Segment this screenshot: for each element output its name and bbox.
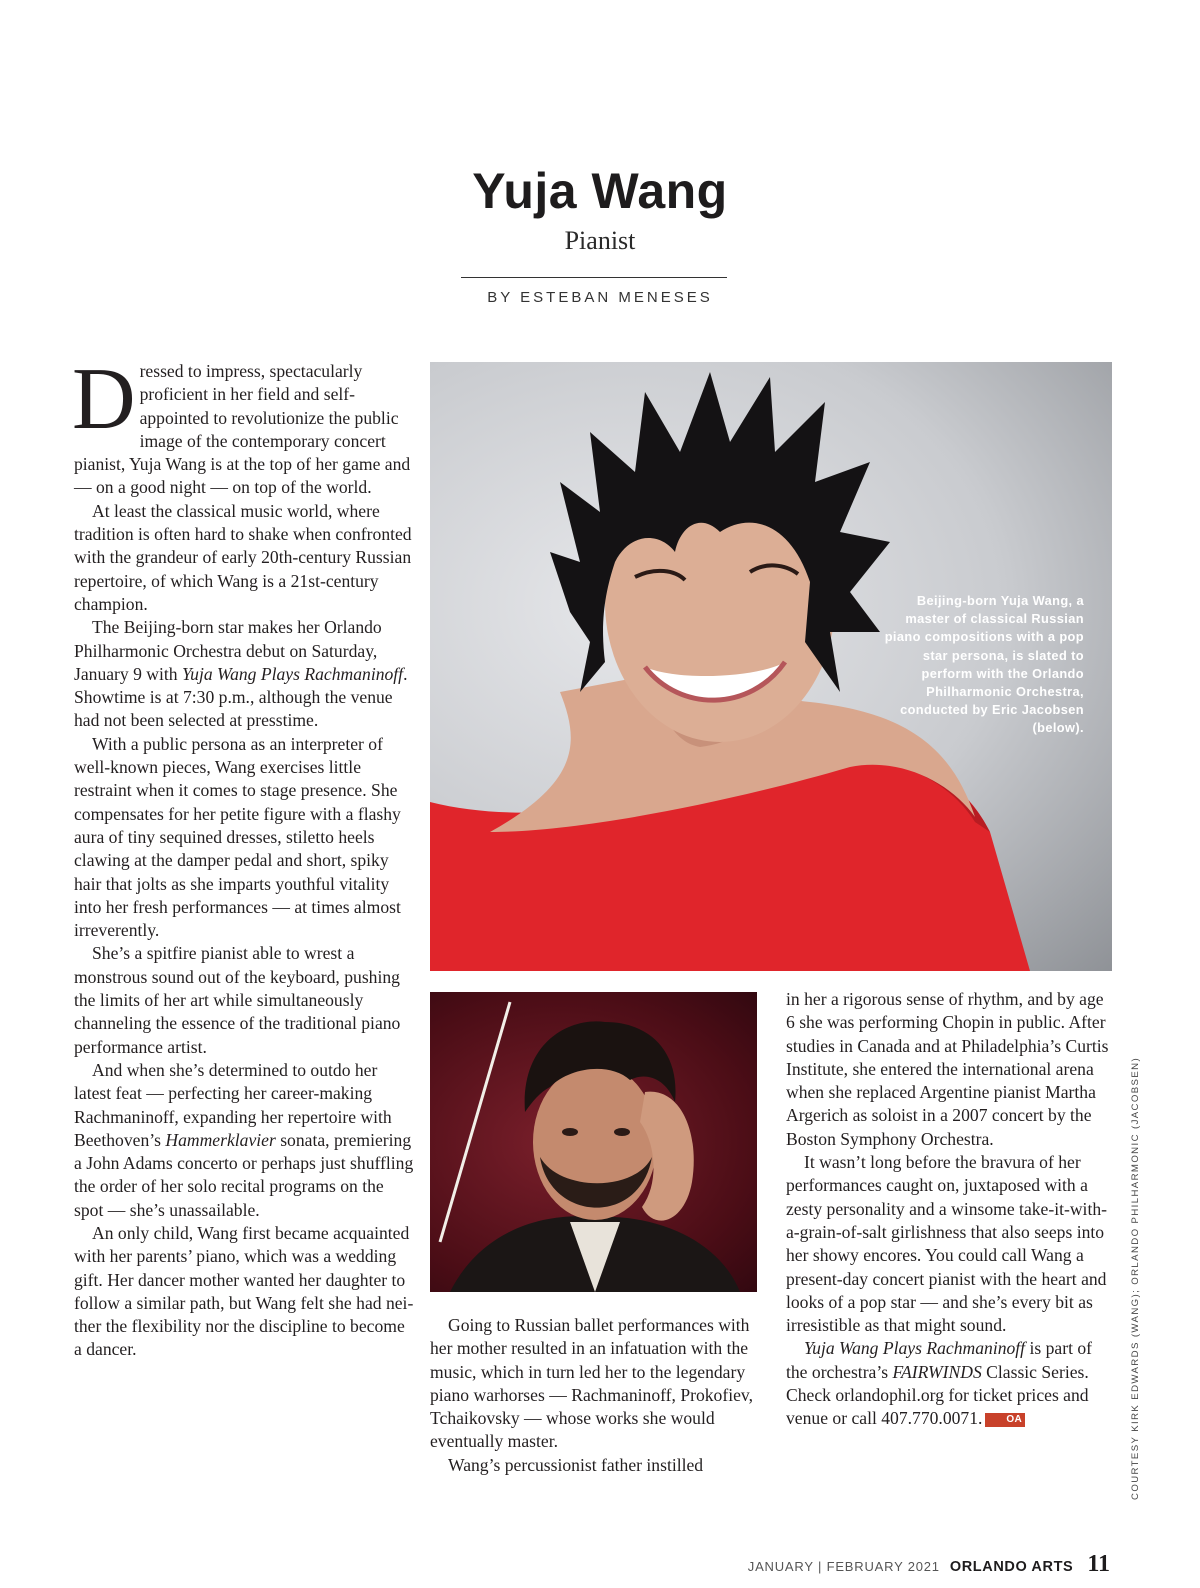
paragraph-2: At least the classical music world, where tradition is often hard to shake when confronted with the grandeur of early 20th-century Russian repertoire, of which Wang is a 21st-century champion.	[74, 500, 412, 614]
paragraph-4: With a public persona as an interpreter of well-known pieces, Wang exercises little restraint when it comes to stage presence. She compensates for her petite figure with a flashy aura of tiny sequined dresses, stiletto heels clawing at the damper pedal and short, spiky hair that jolts as she imparts youthful vitality into her fresh performances — at times almost irreverently.	[74, 733, 401, 941]
page-footer	[748, 1551, 1110, 1578]
series-name: FAIRWINDS	[892, 1361, 982, 1382]
article-subtitle: Pianist	[564, 226, 636, 255]
paragraph-8: Going to Russian ballet performances with her mother resulted in an infatuation with the music, which in turn led her to the legendary piano warhorses — Rachmaninoff, Prokofiev, Tchaikovsky — whose works she would eventually master.	[430, 1315, 753, 1452]
article-title: Yuja Wang	[472, 163, 728, 219]
paragraph-12-text-b: Classic Series. Check orlandophil.org for ticket prices and venue or call 407.770.0071.	[786, 1361, 1089, 1429]
issue-date: JANUARY | FEBRUARY 2021	[747, 1559, 940, 1574]
article-column-3	[786, 988, 1116, 1431]
article-column-1	[72, 351, 414, 1362]
paragraph-7: An only child, Wang first became acquainted with her parents’ piano, which was a wedding gift. Her dancer mother wanted her daughter to follow a similar path, but Wang felt she had neither the flexibility nor the discipline to become a dancer.	[74, 1222, 414, 1360]
concert-title: Yuja Wang Plays Rachmaninoff	[804, 1338, 1026, 1359]
sonata-title: Hammerklavier	[165, 1129, 276, 1150]
paragraph-12-text-a: is part of the orchestra’s	[786, 1338, 1093, 1382]
eric-jacobsen-photo	[430, 992, 757, 1292]
photo-credit: COURTESY KIRK EDWARDS (WANG); ORLANDO PHILHARMONIC (JACOBSEN)	[1130, 1056, 1141, 1500]
paragraph-9: Wang’s percussionist father instilled	[448, 1454, 704, 1475]
paragraph-6-text-a: And when she’s determined to outdo her latest feat — perfecting her career-making Rachmaninoff, expanding her repertoire with Beethoven’s	[74, 1059, 392, 1150]
paragraph-3-text-b: . Showtime is at 7:30 p.m., although the venue had not been selected at presstime.	[74, 663, 408, 731]
paragraph-1	[72, 351, 414, 500]
paragraph-5: She’s a spitfire pianist able to wrest a monstrous sound out of the keyboard, pushing the limits of her art while simultaneously channeling the essence of the traditional piano performance artist.	[74, 943, 401, 1057]
paragraph-3	[74, 616, 414, 732]
photo-caption: Beijing-born Yuja Wang, a master of classical Russian piano compositions with a pop star persona, is slated to perform with the Orlando Philharmonic Orchestra, conducted by Eric Jacobsen (below).	[884, 593, 1084, 736]
article-column-2	[430, 1314, 764, 1477]
yuja-wang-photo	[430, 362, 1112, 971]
page-number: 11	[1087, 1551, 1110, 1577]
end-mark-logo: OA	[985, 1413, 1025, 1427]
title-divider	[461, 277, 727, 278]
paragraph-6	[74, 1059, 414, 1222]
paragraph-6-text-b: sonata, premiering a John Adams concerto or perhaps just shuffling the order of her solo recital programs on the spot — she’s unassailable.	[74, 1129, 414, 1220]
paragraph-12	[786, 1337, 1116, 1430]
paragraph-3-text-a: The Beijing-born star makes her Orlando Philharmonic Orchestra debut on Saturday, January 9 with	[74, 617, 382, 684]
magazine-name: ORLANDO ARTS	[949, 1559, 1074, 1575]
paragraph-10: in her a rigorous sense of rhythm, and by age 6 she was performing Chopin in public. After studies in Canada and at Philadelphia’s Curtis Institute, she entered the international arena when she replaced Argentine pianist Martha Argerich as soloist in a 2007 concert by the Boston Symphony Orchestra.	[786, 989, 1109, 1149]
paragraph-11: It wasn’t long before the bravura of her performances caught on, juxtaposed with a zesty personality and a winsome take-it-with-a-grain-of-salt girlishness that also seeps into her showy encores. You could call Wang a present-day concert pianist with the heart and looks of a pop star — and she’s every bit as irresistible as that might sound.	[786, 1152, 1107, 1336]
paragraph-1-text: ressed to impress, spectacularly proficient in her field and self-appointed to revolutionize the public image of the contemporary concert pianist, Yuja Wang is at the top of her game and — on a good night — on top of the world.	[74, 361, 411, 498]
show-title: Yuja Wang Plays Rachmaninoff	[182, 663, 404, 684]
conductor-illustration	[430, 992, 757, 1292]
drop-cap: D	[72, 351, 136, 448]
byline: BY ESTEBAN MENESES	[487, 289, 713, 306]
